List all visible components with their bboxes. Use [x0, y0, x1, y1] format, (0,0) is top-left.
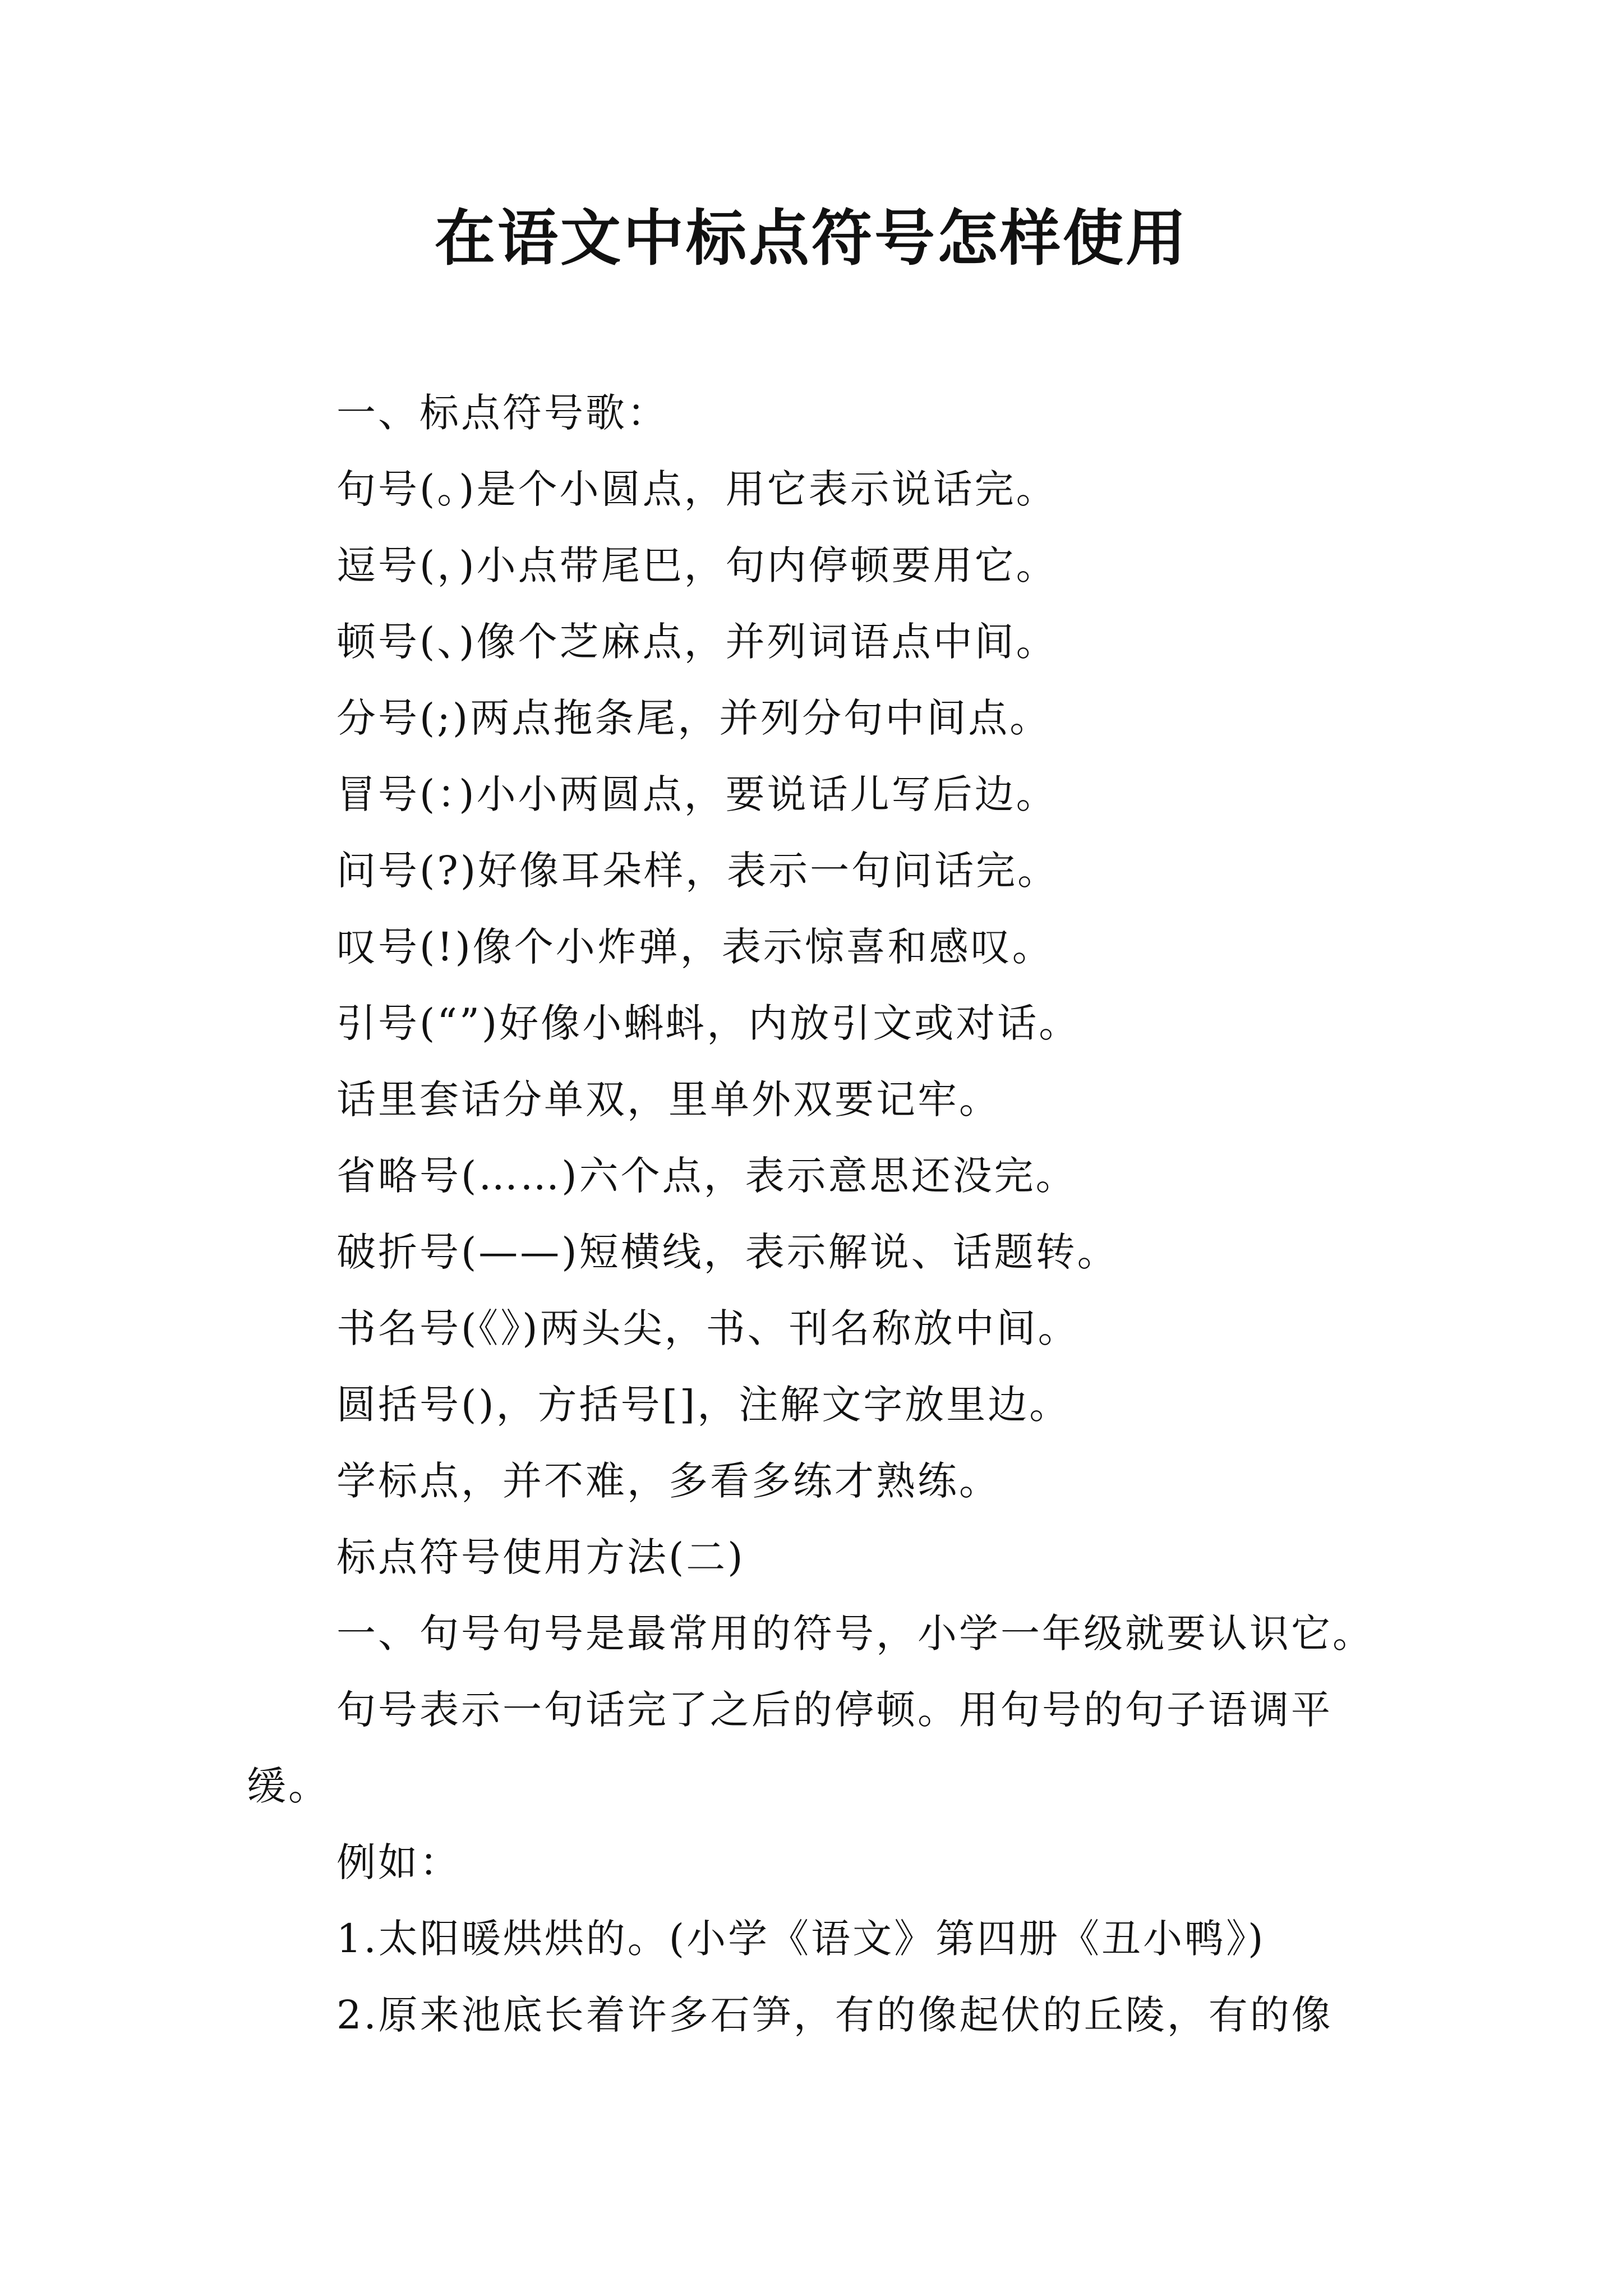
paragraph-line: 一、句号句号是最常用的符号，小学一年级就要认识它。: [336, 1611, 1374, 1657]
paragraph-line: 圆括号()，方括号[]，注解文字放里边。: [336, 1382, 1071, 1428]
paragraph-line: 顿号(、)像个芝麻点，并列词语点中间。: [336, 619, 1058, 665]
document-body: [247, 375, 1391, 2053]
paragraph-line: 话里套话分单双，里单外双要记牢。: [336, 1076, 1000, 1122]
paragraph-line: 1.太阳暖烘烘的。(小学《语文》第四册《丑小鸭》): [336, 1916, 1266, 1962]
paragraph-line: 冒号(：)小小两圆点，要说话儿写后边。: [336, 771, 1058, 817]
paragraph-line: 省略号(……)六个点，表示意思还没完。: [336, 1153, 1077, 1199]
paragraph-line: 句号(。)是个小圆点，用它表示说话完。: [336, 466, 1058, 512]
paragraph-line: 逗号(，)小点带尾巴，句内停顿要用它。: [336, 542, 1058, 588]
paragraph-line: 问号(?)好像耳朵样，表示一句问话完。: [336, 848, 1059, 894]
paragraph-line: 一、标点符号歌：: [336, 390, 668, 436]
paragraph-line: 书名号(《》)两头尖，书、刊名称放中间。: [336, 1305, 1080, 1351]
paragraph-line: 句号表示一句话完了之后的停顿。用句号的句子语调平: [336, 1687, 1332, 1733]
paragraph-line: 标点符号使用方法(二): [336, 1534, 745, 1580]
paragraph-line: 引号(“”)好像小蝌蚪，内放引文或对话。: [336, 1000, 1081, 1046]
paragraph-line: 叹号(!)像个小炸弹，表示惊喜和感叹。: [336, 924, 1054, 970]
page-title: 在语文中标点符号怎样使用: [434, 203, 1188, 274]
paragraph-line: 分号(;)两点拖条尾，并列分句中间点。: [336, 695, 1052, 741]
paragraph-line: 2.原来池底长着许多石笋，有的像起伏的丘陵，有的像: [336, 1992, 1333, 2038]
paragraph-line: 学标点，并不难，多看多练才熟练。: [336, 1458, 1000, 1504]
paragraph-line: 破折号(——)短横线，表示解说、话题转。: [336, 1229, 1119, 1275]
paragraph-line-continued: 缓。: [247, 1763, 330, 1809]
paragraph-line: 例如：: [336, 1839, 461, 1885]
